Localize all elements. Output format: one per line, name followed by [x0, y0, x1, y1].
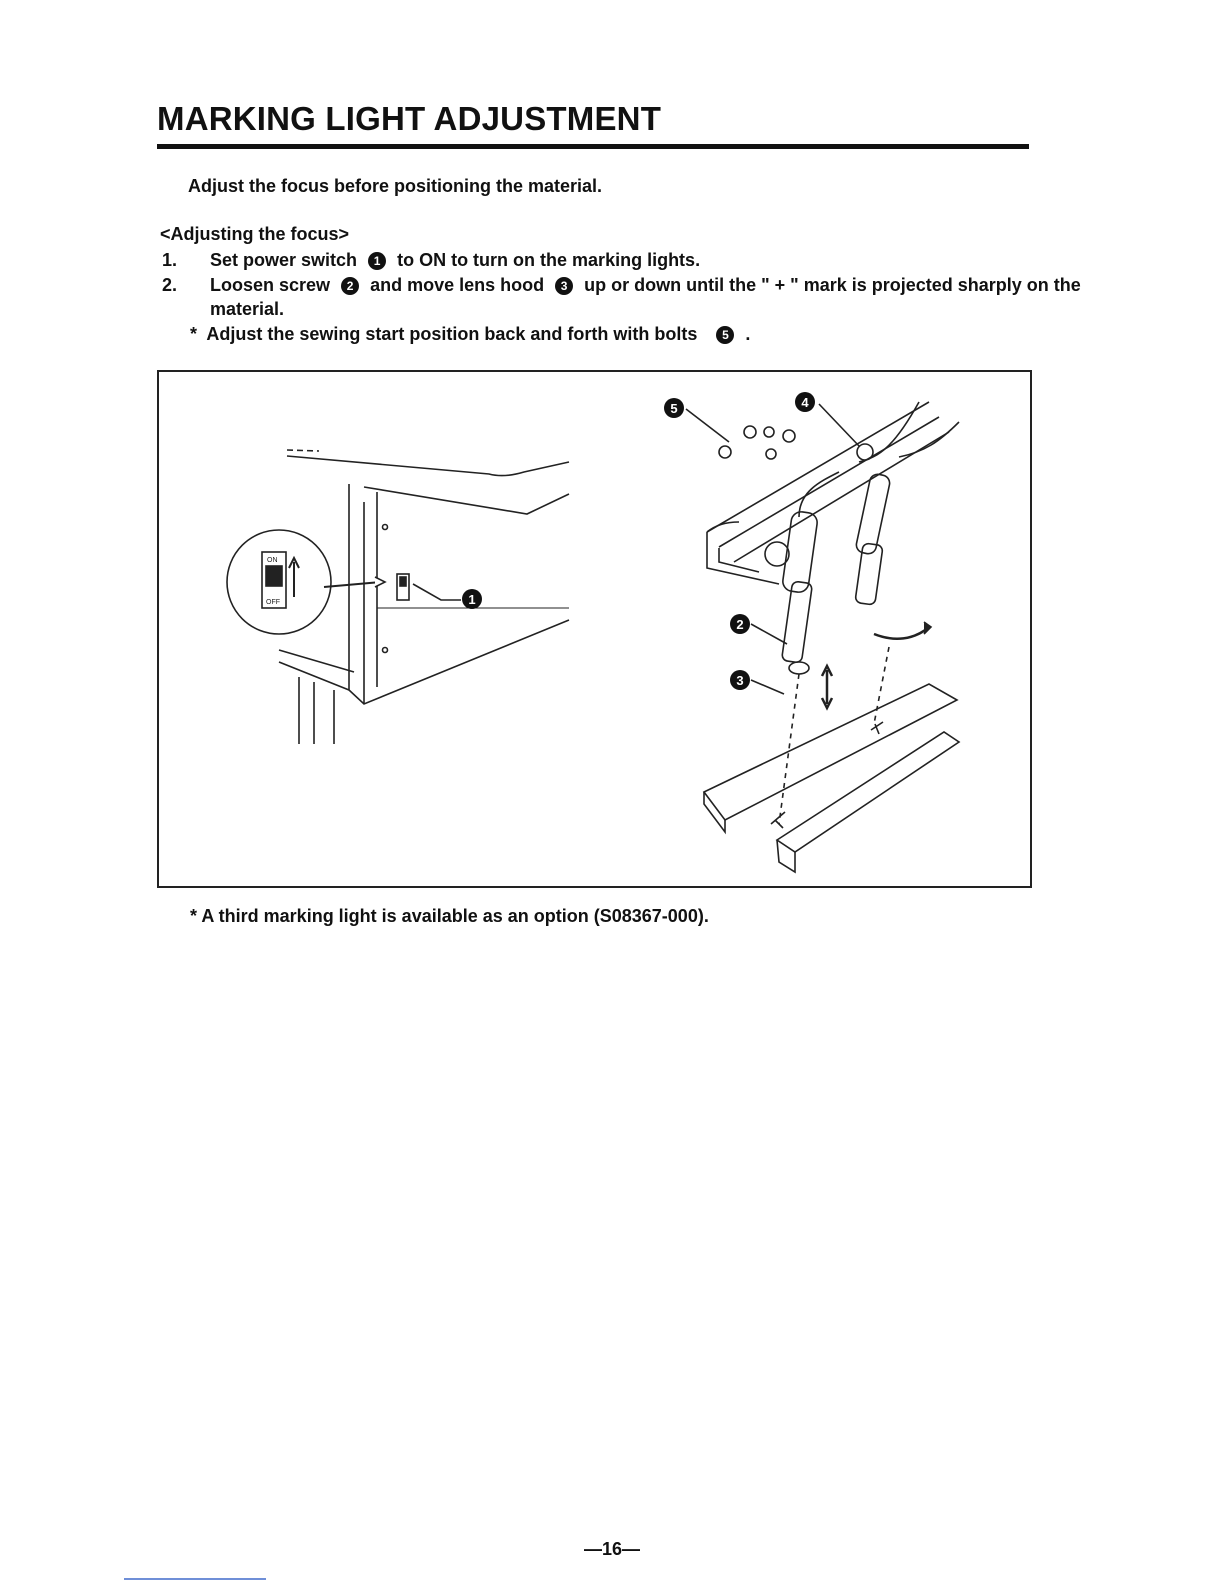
step-1-text-a: Set power switch — [210, 250, 358, 270]
step-1-text-b: to ON to turn on the marking lights. — [397, 250, 701, 270]
step-2-text — [210, 275, 1081, 296]
step-2-continuation: material. — [210, 299, 285, 319]
step-2-text-a: Loosen screw — [210, 275, 331, 295]
callout-badge-5: 5 — [716, 326, 734, 344]
footnote: * A third marking light is available as an option (S08367-000). — [190, 906, 709, 926]
sub-note — [190, 324, 750, 345]
sub-note-star: * — [190, 324, 198, 344]
sub-note-text: Adjust the sewing start position back and forth with bolts — [206, 324, 698, 344]
step-1-text — [210, 250, 700, 271]
figure-callout-4: 4 — [801, 395, 809, 410]
sub-note-end: . — [745, 324, 751, 344]
intro-text: Adjust the focus before positioning the material. — [188, 176, 603, 196]
page-title: MARKING LIGHT ADJUSTMENT — [157, 100, 662, 137]
marking-light-illustration — [159, 372, 1030, 886]
callout-badge-1: 1 — [368, 252, 386, 270]
switch-off-label: OFF — [266, 599, 280, 606]
page-number: —16— — [583, 1539, 641, 1559]
section-heading: <Adjusting the focus> — [160, 224, 350, 244]
figure-callout-5: 5 — [670, 401, 678, 416]
margin-mark — [124, 1578, 266, 1580]
title-rule — [157, 144, 1029, 149]
step-2-text-c: up or down until the " + " mark is projected sharply on the — [584, 275, 1081, 295]
step-1-number: 1. — [162, 250, 178, 270]
figure-callout-3: 3 — [736, 673, 744, 688]
figure-callout-2: 2 — [736, 617, 744, 632]
step-2-text-b: and move lens hood — [370, 275, 545, 295]
figure-callout-1: 1 — [468, 592, 476, 607]
switch-on-label: ON — [267, 557, 278, 564]
callout-badge-2: 2 — [341, 277, 359, 295]
illustration-frame — [157, 370, 1032, 888]
step-2-number: 2. — [162, 275, 178, 295]
callout-badge-3: 3 — [555, 277, 573, 295]
